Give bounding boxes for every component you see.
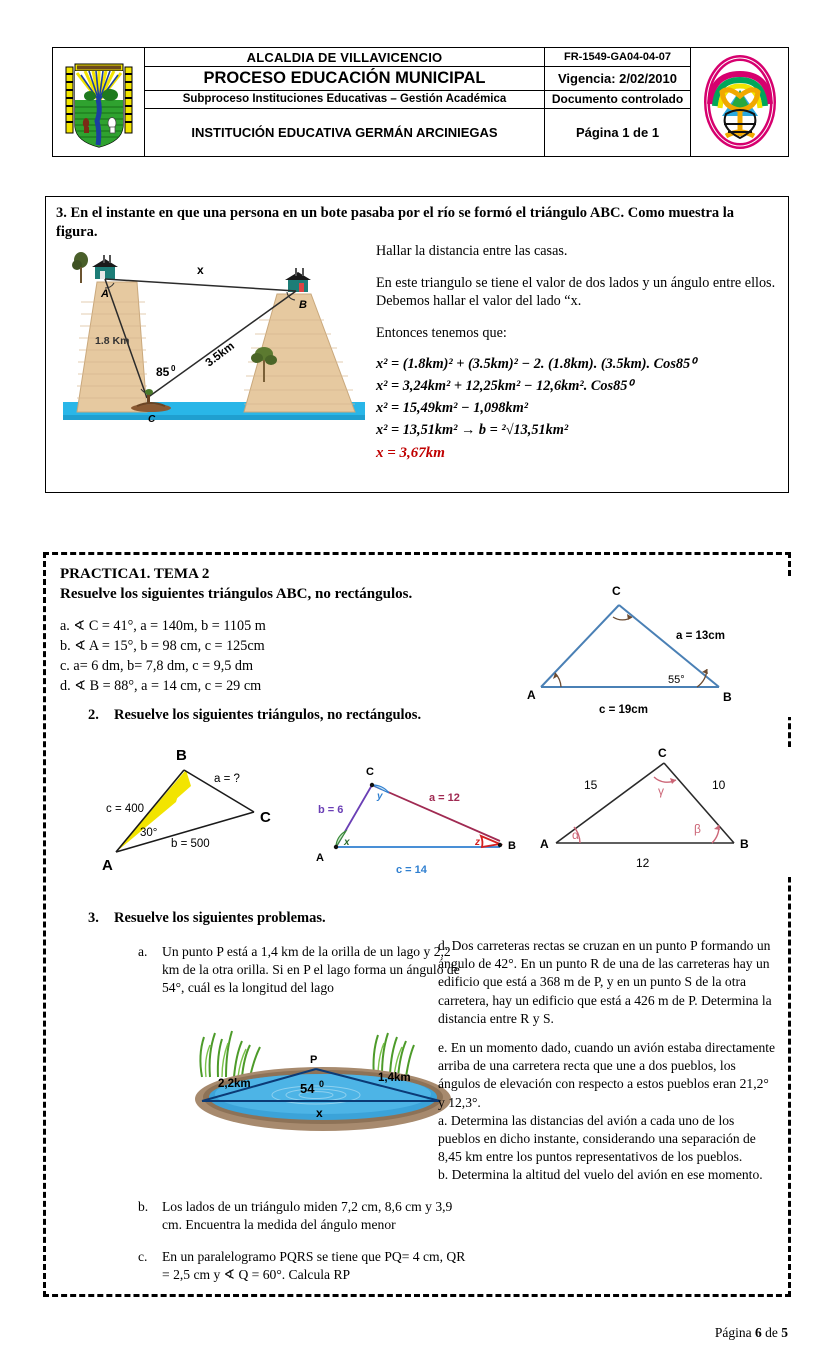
- tri4-angle-alpha: α: [572, 828, 579, 842]
- header-table: [52, 47, 789, 157]
- question-3-text: Resuelve los siguientes problemas.: [114, 910, 326, 926]
- tri1-label-A: A: [527, 688, 536, 702]
- item-text: En un paralelogramo PQRS se tiene que PQ= 4 cm, QR = 2,5 cm y ∢ Q = 60°. Calcula RP: [162, 1249, 466, 1283]
- figure-side-x: x: [197, 263, 204, 277]
- item-label: c.: [138, 1249, 148, 1265]
- tri3-angle-z: z: [475, 837, 480, 848]
- question-3-number: 3.: [88, 910, 99, 926]
- tri3-side-a: a = 12: [429, 792, 460, 804]
- triangle-figure-1: [501, 577, 801, 717]
- tri4-label-B: B: [740, 837, 749, 851]
- header-alcaldia: ALCALDIA DE VILLAVICENCIO: [145, 48, 545, 67]
- problem-3-answer: x = 3,67km: [376, 444, 445, 461]
- figure-side-left: 1.8 Km: [95, 335, 130, 347]
- lake-angle: 54: [300, 1081, 315, 1096]
- problems-column-left: [138, 943, 468, 1295]
- equation-4: x² = 13,51km² → b = ²√13,51km²: [376, 422, 569, 439]
- page-footer: [715, 1325, 788, 1341]
- problem-3-equations: [376, 353, 780, 465]
- tri4-angle-gamma: γ: [658, 784, 664, 798]
- lake-point-P: P: [310, 1054, 318, 1066]
- explanation-para-1: Hallar la distancia entre las casas.: [376, 243, 568, 259]
- question-2-number: 2.: [88, 707, 99, 723]
- tri3-angle-x: x: [344, 837, 350, 848]
- list-item: a. ∢ C = 41°, a = 140m, b = 1105 m: [60, 618, 266, 634]
- tri2-side-c: c = 400: [106, 803, 145, 815]
- problem-3-title: 3. En el instante en que una persona en un bote pasaba por el río se formó el triángulo ABC. Como muestra la figura.: [56, 205, 735, 240]
- practice-heading: [60, 565, 412, 605]
- footer-prefix: Página: [714, 1325, 755, 1340]
- tri2-label-B: B: [176, 747, 187, 764]
- logo-right-cell: [691, 48, 789, 157]
- equation-3: x² = 15,49km² − 1,098km²: [376, 400, 528, 417]
- equation-2: x² = 3,24km² + 12,25km² − 12,6km². Cos85⁰: [376, 378, 634, 395]
- list-item: [138, 1198, 468, 1234]
- tri3-side-b: b = 6: [318, 804, 344, 816]
- question-3: [88, 910, 326, 927]
- header-institucion: INSTITUCIÓN EDUCATIVA GERMÁN ARCINIEGAS: [145, 109, 545, 157]
- tri4-label-C: C: [658, 747, 667, 760]
- tri2-angle-A: 30°: [140, 827, 158, 839]
- list-item: [138, 1248, 468, 1284]
- tri3-side-c: c = 14: [396, 864, 427, 876]
- triangle-figure-4: [536, 747, 791, 877]
- figure-label-A: A: [101, 288, 109, 300]
- footer-total-pages: 5: [781, 1325, 788, 1340]
- tri1-side-a: a = 13cm: [676, 630, 725, 642]
- lake-left-side: 2,2km: [218, 1078, 251, 1090]
- tri1-side-c: c = 19cm: [599, 704, 648, 716]
- item-text: Un punto P está a 1,4 km de la orilla de un lago y 2,2 km de la otra orilla. Si en P el lago forma un ángulo de 54°, cuál es la longitud del lago: [162, 944, 460, 996]
- tri3-label-C: C: [366, 766, 374, 778]
- figure-label-B: B: [299, 299, 307, 311]
- tri3-label-B: B: [508, 840, 516, 852]
- item-text: Los lados de un triángulo miden 7,2 cm, 8,6 cm y 3,9 cm. Encuentra la medida del ángulo menor: [162, 1198, 453, 1232]
- tri1-angle-B: 55°: [668, 674, 685, 686]
- lake-angle-deg: 0: [319, 1079, 325, 1089]
- tri4-side-right: 10: [712, 778, 726, 792]
- explanation-para-2: En este triangulo se tiene el valor de dos lados y un ángulo entre ellos. Debemos hallar el valor del lado “x.: [376, 274, 776, 310]
- header-codigo: FR-1549-GA04-04-07: [545, 48, 691, 67]
- tri4-angle-beta: β: [694, 822, 701, 836]
- equation-1: x² = (1.8km)² + (3.5km)² − 2. (1.8km). (3.5km). Cos85⁰: [376, 356, 696, 372]
- figure-side-right: 3.5km: [203, 340, 237, 370]
- tri2-side-b: b = 500: [171, 838, 210, 850]
- villavicencio-coat-of-arms: [60, 53, 138, 151]
- tri4-side-left: 15: [584, 778, 598, 792]
- tri1-label-C: C: [612, 584, 621, 598]
- tri2-label-C: C: [260, 809, 271, 826]
- practice-heading-line1: PRACTICA1. TEMA 2: [60, 566, 210, 582]
- item-d: d. Dos carreteras rectas se cruzan en un punto P formando un ángulo de 42°. En un punto R de una de las carreteras hay un edificio que está a 368 m de P, y en un punto S de la otra carretera, hay un edificio que está a 426 m de P. Determina la distancia entre R y S.: [438, 938, 772, 1026]
- question-2-text: Resuelve los siguientes triángulos, no rectángulos.: [114, 707, 422, 723]
- figure-angle-85: 85: [156, 365, 170, 379]
- institution-emblem: [698, 52, 782, 152]
- item-e: e. En un momento dado, cuando un avión estaba directamente arriba de una carretera recta que une a dos pueblos, los ángulos de elevación con respecto a estos pueblos eran 21,2° y 12,3°.: [438, 1040, 776, 1110]
- tri2-label-A: A: [102, 857, 113, 874]
- lake-base-x: x: [316, 1106, 323, 1120]
- footer-middle: de: [761, 1325, 782, 1340]
- header-proceso: PROCESO EDUCACIÓN MUNICIPAL: [145, 67, 545, 91]
- header-documento: Documento controlado: [545, 90, 691, 108]
- header-pagina: Página 1 de 1: [545, 109, 691, 157]
- practice-box: [43, 552, 791, 1297]
- header-vigencia: Vigencia: 2/02/2010: [545, 67, 691, 91]
- list-item: [138, 943, 468, 998]
- problems-column-right: [438, 937, 778, 1196]
- item-label: b.: [138, 1198, 149, 1214]
- list-item: d. ∢ B = 88°, a = 14 cm, c = 29 cm: [60, 677, 262, 694]
- tri4-side-bottom: 12: [636, 856, 650, 870]
- river-triangle-figure: [59, 242, 369, 427]
- lake-figure: [188, 1019, 458, 1139]
- tri3-label-A: A: [316, 852, 324, 864]
- document-header: [52, 47, 788, 157]
- item-label: a.: [138, 944, 148, 959]
- question-2: [88, 707, 421, 724]
- lake-right-side: 1,4km: [378, 1072, 411, 1084]
- list-item: b. ∢ A = 15°, b = 98 cm, c = 125cm: [60, 637, 265, 654]
- list-item: c. a= 6 dm, b= 7,8 dm, c = 9,5 dm: [60, 657, 254, 674]
- triangle-figure-2: [76, 740, 336, 875]
- practice-heading-line2: Resuelve los siguientes triángulos ABC, no rectángulos.: [60, 585, 413, 602]
- header-subproceso: Subproceso Instituciones Educativas – Gestión Académica: [145, 90, 545, 108]
- problem-3-box: [45, 196, 789, 493]
- figure-label-C: C: [148, 414, 156, 425]
- logo-left-cell: [53, 48, 145, 157]
- triangle-figure-3: [304, 757, 549, 877]
- tri3-angle-y: y: [377, 791, 383, 802]
- footer-current-page: 6: [755, 1325, 762, 1340]
- practice-item-list-1: [60, 617, 266, 697]
- item-e-a: a. Determina las distancias del avión a cada uno de los pueblos en dicho instante, considerando una separación de 8,45 km entre los puntos representativos de los pueblos.: [438, 1112, 756, 1165]
- figure-angle-deg: 0: [171, 364, 176, 373]
- explanation-para-3: Entonces tenemos que:: [376, 325, 507, 342]
- item-e-b: b. Determina la altitud del vuelo del avión en ese momento.: [438, 1167, 763, 1183]
- tri4-label-A: A: [540, 837, 549, 851]
- tri1-label-B: B: [723, 690, 732, 704]
- tri2-side-a: a = ?: [214, 773, 240, 785]
- problem-3-explanation: [376, 242, 778, 356]
